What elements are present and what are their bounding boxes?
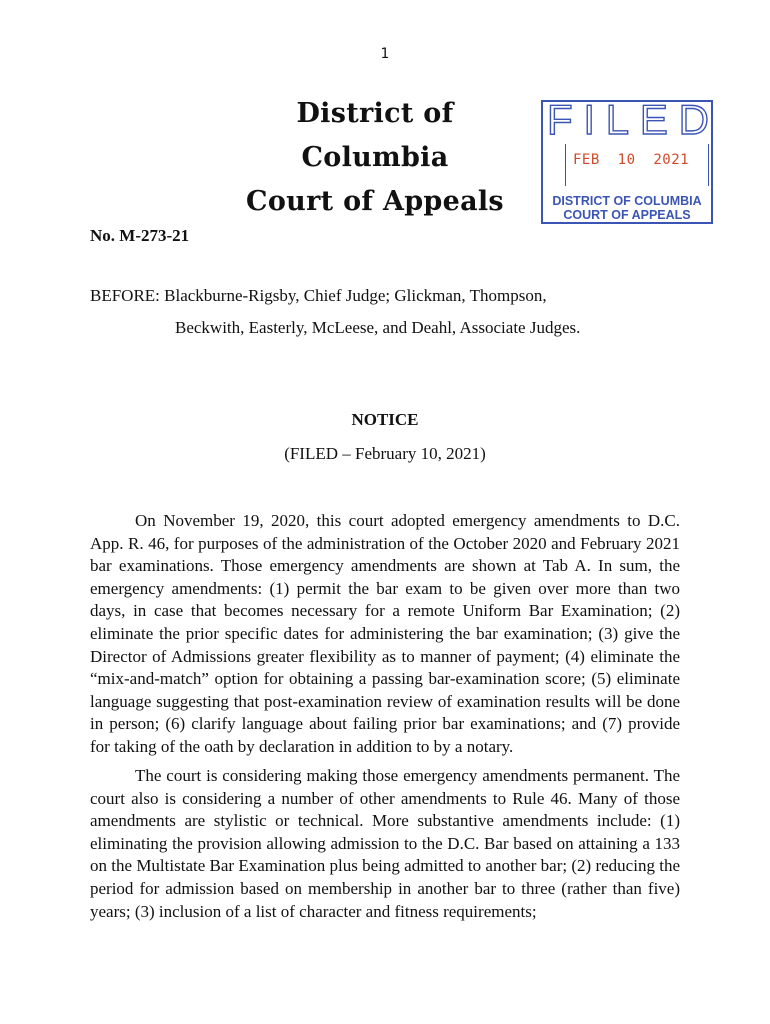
- before-line-1: BEFORE: Blackburne-Rigsby, Chief Judge; Glickman, Thompson,: [90, 286, 547, 305]
- filed-stamp-letters: [547, 96, 711, 144]
- court-title: [230, 92, 520, 224]
- body-paragraph-2: The court is considering making those emergency amendments permanent. The court also is considering a number of other amendments to Rule 46. Many of those amendments are stylistic or technical. More substantive amendments include: (1) eliminating the provision allowing admission to the D.C. Bar based on attaining a 133 on the Multistate Bar Examination plus being admitted to another bar; (2) reducing the period for admission based on membership in another bar to three (rather than five) years; (3) inclusion of a list of character and fitness requirements;: [90, 766, 680, 921]
- body-paragraph-1: On November 19, 2020, this court adopted emergency amendments to D.C. App. R. 46, for purposes of the administration of the October 2020 and February 2021 bar examinations. Those emergency amendments are shown at Tab A. In sum, the emergency amendments: (1) permit the bar exam to be given over more than two days, in case that becomes necessary for a remote Uniform Bar Examination; (2) eliminate the prior specific dates for administering the bar examination; (3) give the Director of Admissions greater flexibility as to manner of payment; (4) eliminate the “mix-and-match” option for obtaining a passing bar-examination score; (5) eliminate language suggesting that post-examination review of examination results will be done in person; (6) clarify language about failing prior bar examinations; and (7) provide for taking of the oath by declaration in addition to by a notary.: [90, 511, 680, 756]
- page-number: 1: [380, 46, 390, 62]
- stamp-court-line-2: COURT OF APPEALS: [563, 208, 691, 222]
- stamp-letter: E: [639, 96, 670, 143]
- before-line-2: Beckwith, Easterly, McLeese, and Deahl, Associate Judges.: [175, 318, 581, 337]
- stamp-letter: L: [605, 96, 632, 143]
- notice-filed-date: (FILED – February 10, 2021): [284, 444, 486, 463]
- stamp-court-line-1: DISTRICT OF COLUMBIA: [552, 194, 702, 208]
- notice-heading: NOTICE: [351, 410, 419, 429]
- court-title-line-1: District of Columbia: [296, 98, 454, 173]
- stamp-letter: D: [678, 96, 711, 143]
- filed-stamp: [541, 96, 713, 224]
- court-title-line-2: Court of Appeals: [246, 186, 504, 217]
- stamp-letter: I: [583, 96, 598, 143]
- docket-number: No. M-273-21: [90, 226, 190, 245]
- stamp-date: FEB 10 2021: [573, 152, 690, 168]
- stamp-letter: F: [547, 96, 575, 143]
